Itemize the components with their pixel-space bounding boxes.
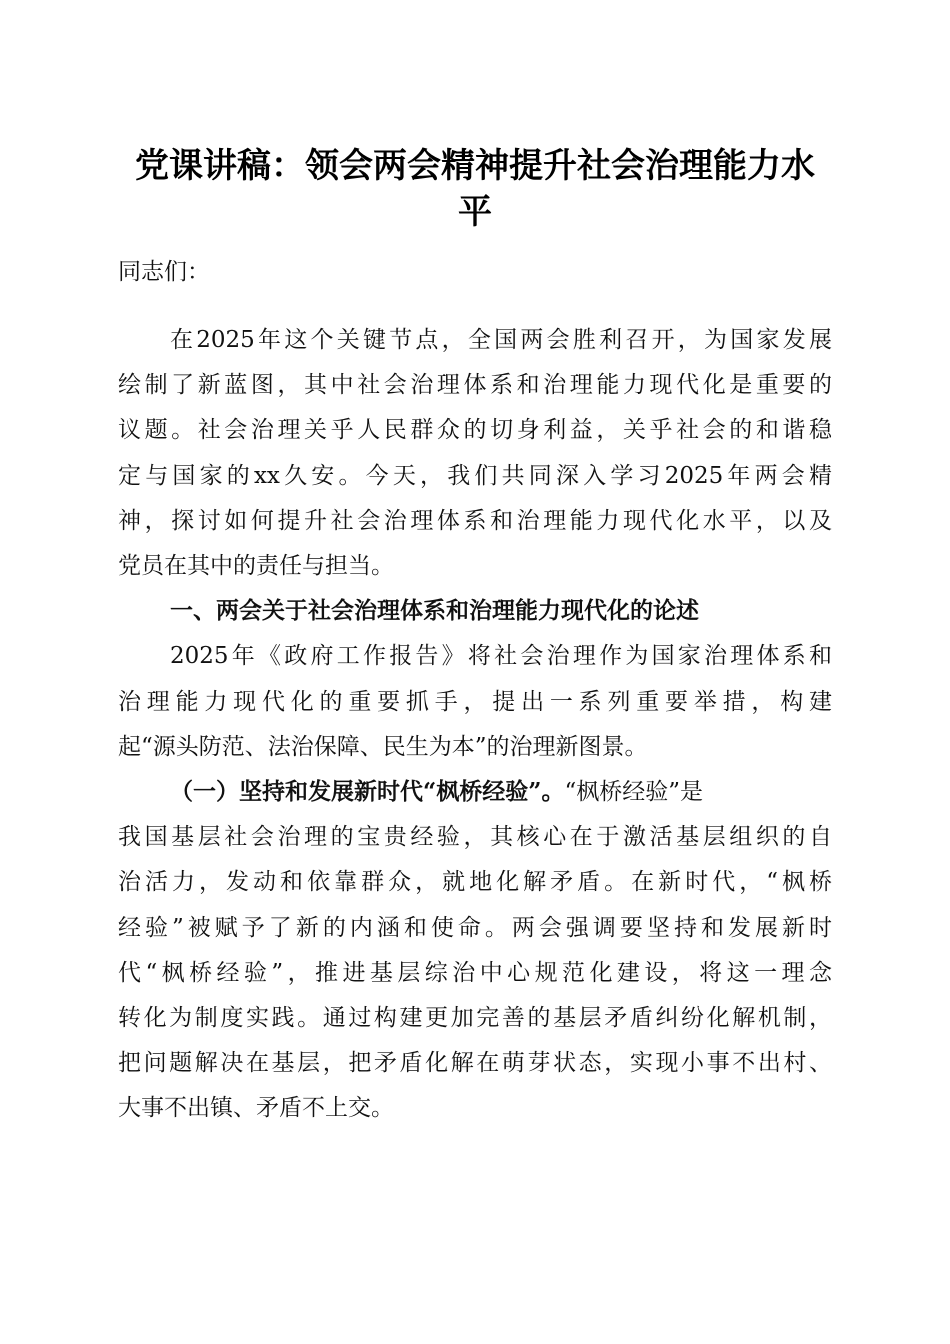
- section-heading: 一、两会关于社会治理体系和治理能力现代化的论述: [170, 597, 699, 624]
- subsection-text: “枫桥经验”是: [564, 779, 703, 805]
- paragraph-line: 治理能力现代化的重要抓手，提出一系列重要举措，构建: [118, 689, 832, 715]
- paragraph-line: 转化为制度实践。通过构建更加完善的基层矛盾纠纷化解机制，: [118, 1005, 832, 1031]
- paragraph-line: 定与国家的xx久安。今天，我们共同深入学习2025年两会精: [118, 463, 832, 489]
- paragraph-line: 党员在其中的责任与担当。: [118, 553, 394, 579]
- subsection-heading: （一）坚持和发展新时代“枫桥经验”。: [170, 778, 565, 805]
- paragraph-line: 治活力，发动和依靠群众，就地化解矛盾。在新时代，“枫桥: [118, 869, 832, 895]
- paragraph-line: 大事不出镇、矛盾不上交。: [118, 1095, 394, 1121]
- paragraph-line: 2025年《政府工作报告》将社会治理作为国家治理体系和: [170, 643, 832, 669]
- paragraph-line: 神，探讨如何提升社会治理体系和治理能力现代化水平，以及: [118, 508, 832, 534]
- subsection-line: [170, 777, 832, 807]
- paragraph-line: 议题。社会治理关乎人民群众的切身利益，关乎社会的和谐稳: [118, 417, 832, 443]
- paragraph-line: 把问题解决在基层，把矛盾化解在萌芽状态，实现小事不出村、: [118, 1050, 832, 1076]
- paragraph-line: 经验”被赋予了新的内涵和使命。两会强调要坚持和发展新时: [118, 915, 832, 941]
- document-title-line-2: 平: [458, 192, 492, 232]
- paragraph-line: 代“枫桥经验”，推进基层综治中心规范化建设，将这一理念: [118, 960, 832, 986]
- paragraph-line: 起“源头防范、法治保障、民生为本”的治理新图景。: [118, 734, 648, 760]
- paragraph-line: 绘制了新蓝图，其中社会治理体系和治理能力现代化是重要的: [118, 372, 832, 398]
- paragraph-line: 在2025年这个关键节点，全国两会胜利召开，为国家发展: [170, 327, 832, 353]
- salutation: 同志们：: [118, 259, 210, 285]
- paragraph-line: 我国基层社会治理的宝贵经验，其核心在于激活基层组织的自: [118, 824, 832, 850]
- document-title-line-1: 党课讲稿：领会两会精神提升社会治理能力水: [135, 146, 815, 186]
